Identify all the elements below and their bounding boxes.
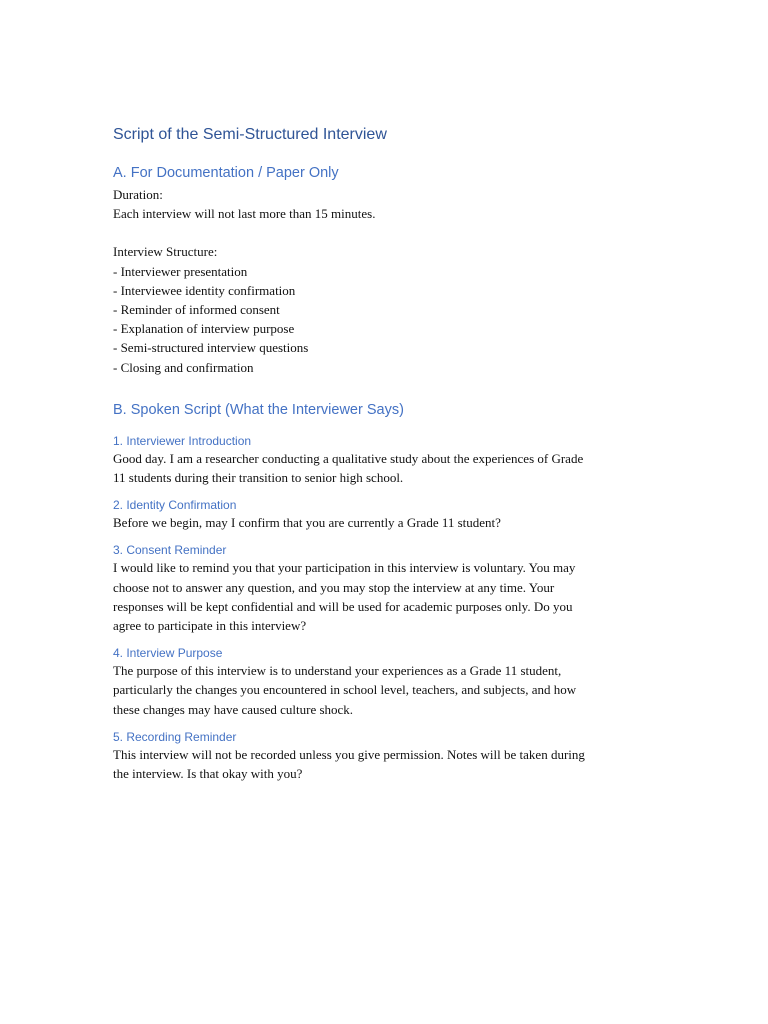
script-line: This interview will not be recorded unless you give permission. Notes will be taken during bbox=[113, 746, 585, 762]
script-line: agree to participate in this interview? bbox=[113, 618, 307, 634]
structure-list bbox=[113, 262, 653, 377]
script-item-recording bbox=[113, 729, 653, 783]
script-line: The purpose of this interview is to understand your experiences as a Grade 11 student, bbox=[113, 663, 562, 679]
section-b-heading: B. Spoken Script (What the Interviewer Says) bbox=[113, 401, 404, 418]
script-line: 11 students during their transition to senior high school. bbox=[113, 470, 404, 486]
structure-label: Interview Structure: bbox=[113, 244, 218, 260]
script-item-heading: 4. Interview Purpose bbox=[113, 646, 223, 661]
script-item-heading: 1. Interviewer Introduction bbox=[113, 433, 252, 448]
duration-label: Duration: bbox=[113, 187, 163, 202]
script-item-heading: 5. Recording Reminder bbox=[113, 729, 237, 744]
script-item-purpose bbox=[113, 645, 653, 719]
structure-item: - Reminder of informed consent bbox=[113, 302, 280, 318]
section-documentation bbox=[113, 163, 653, 377]
document-page bbox=[113, 124, 653, 793]
script-line: choose not to answer any question, and you may stop the interview at any time. Your bbox=[113, 579, 555, 595]
section-spoken-script bbox=[113, 400, 653, 783]
structure-item: - Interviewer presentation bbox=[113, 263, 248, 279]
structure-item: - Interviewee identity confirmation bbox=[113, 282, 296, 298]
section-a-heading: A. For Documentation / Paper Only bbox=[113, 165, 339, 181]
script-line: particularly the changes you encountered in school level, teachers, and subjects, and how bbox=[113, 682, 577, 698]
script-item-introduction bbox=[113, 433, 653, 487]
spacer bbox=[113, 223, 653, 242]
script-item-heading: 2. Identity Confirmation bbox=[113, 498, 237, 513]
script-item-consent bbox=[113, 542, 653, 635]
document-title: Script of the Semi-Structured Interview bbox=[113, 126, 387, 143]
duration-text: Each interview will not last more than 15 minutes. bbox=[113, 206, 376, 222]
structure-item: - Semi-structured interview questions bbox=[113, 340, 309, 356]
script-line: responses will be kept confidential and will be used for academic purposes only. Do you bbox=[113, 598, 573, 614]
script-line: I would like to remind you that your participation in this interview is voluntary. You may bbox=[113, 560, 576, 576]
script-line: Good day. I am a researcher conducting a qualitative study about the experiences of Grade bbox=[113, 450, 584, 466]
structure-item: - Explanation of interview purpose bbox=[113, 321, 295, 337]
script-item-heading: 3. Consent Reminder bbox=[113, 543, 227, 558]
script-line: these changes may have caused culture shock. bbox=[113, 701, 354, 717]
script-line: Before we begin, may I confirm that you are currently a Grade 11 student? bbox=[113, 515, 501, 531]
script-item-identity bbox=[113, 497, 653, 532]
structure-item: - Closing and confirmation bbox=[113, 359, 254, 375]
script-line: the interview. Is that okay with you? bbox=[113, 766, 303, 782]
